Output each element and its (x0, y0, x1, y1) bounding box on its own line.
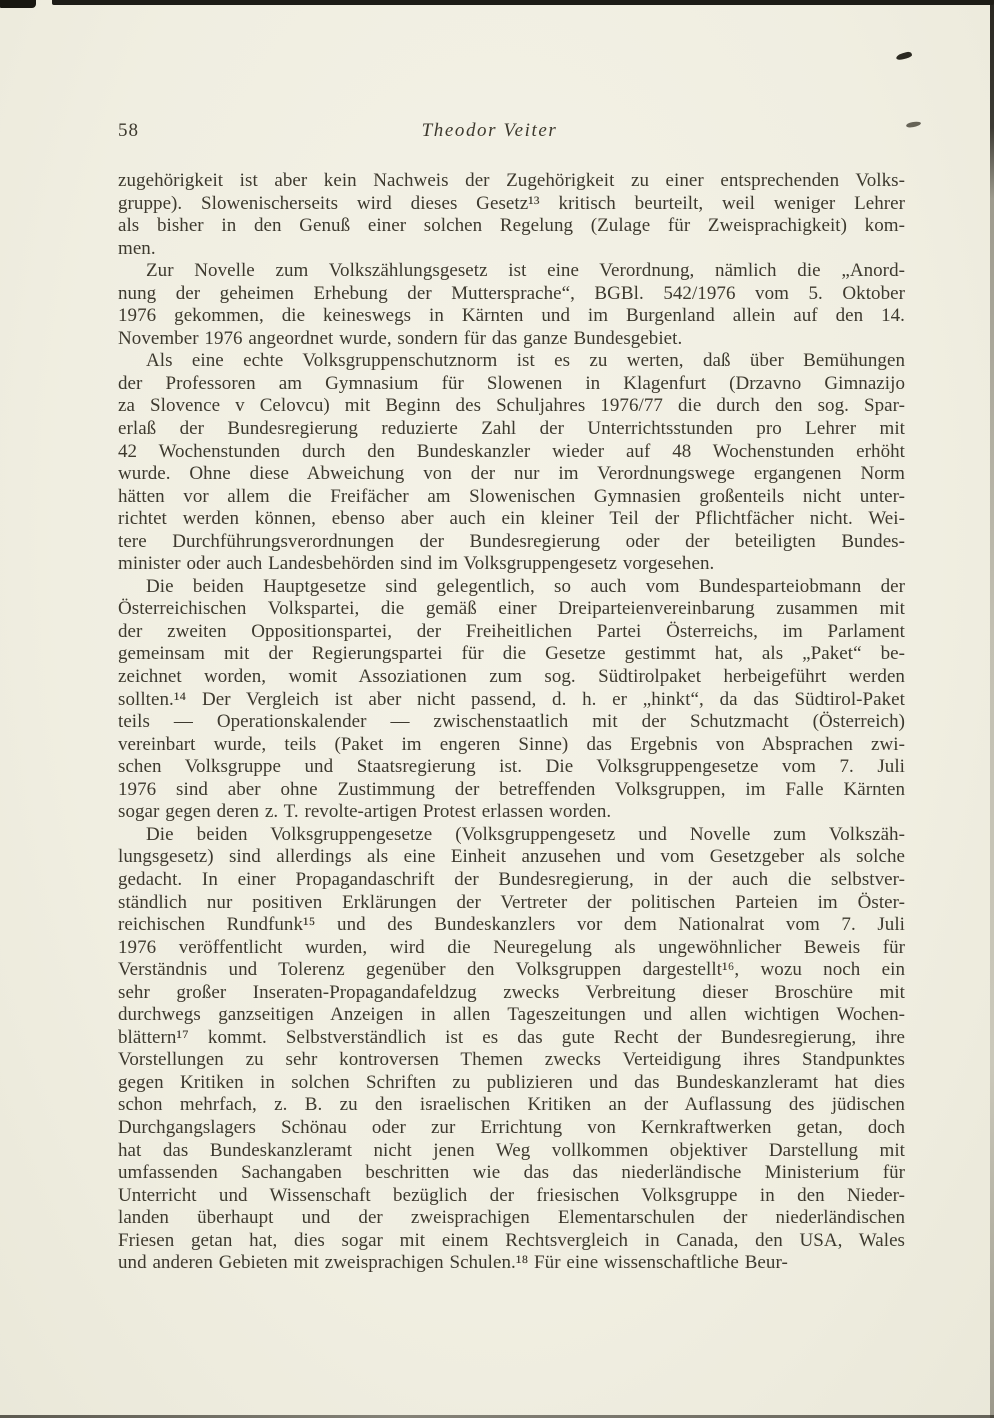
text-line: vereinbart wurde, teils (Paket im engeren Sinne) das Ergebnis von Absprachen zwi- (118, 733, 905, 755)
text-line: Vorstellungen zu sehr kontroversen Themen zwecks Verteidigung ihres Standpunktes (118, 1049, 905, 1071)
text-line: landen überhaupt und der zweisprachigen Elementarschulen der niederländischen (118, 1207, 905, 1229)
text-line: hätten vor allem die Freifächer am Slowenischen Gymnasien großenteils nicht unter- (118, 485, 905, 507)
text-line: sogar gegen deren z. T. revolte-artigen Protest erlassen worden. (118, 801, 612, 823)
text-line: zeichnet worden, womit Assoziationen zum sog. Südtirolpaket herbeigeführt werden (118, 666, 905, 688)
text-line: teils — Operationskalender — zwischenstaatlich mit der Schutzmacht (Österreich) (118, 711, 905, 733)
text-line: Die beiden Hauptgesetze sind gelegentlich, so auch vom Bundesparteiobmann der (146, 575, 905, 597)
text-line: zugehörigkeit ist aber kein Nachweis der Zugehörigkeit zu einer entsprechenden Volks- (118, 170, 905, 191)
text-line: lungsgesetz) sind allerdings als eine Einheit anzusehen und vom Gesetzgeber als solche (118, 846, 905, 868)
scan-artifact-right-edge (990, 0, 994, 1418)
paragraph (118, 350, 905, 575)
text-line: gemeinsam mit der Regierungspartei für die Gesetze gestimmt hat, als „Paket“ be- (118, 643, 905, 665)
text-line: ständlich nur positiven Erklärungen der Vertreter der politischen Parteien im Öster- (118, 891, 905, 913)
text-line: Friesen getan hat, dies sogar mit einem Rechtsvergleich in Canada, den USA, Wales (118, 1229, 905, 1251)
text-line: men. (118, 237, 156, 259)
text-line: Unterricht und Wissenschaft bezüglich der friesischen Volksgruppe in den Nieder- (118, 1184, 905, 1206)
text-line: minister oder auch Landesbehörden sind im Volksgruppengesetz vorgesehen. (118, 553, 715, 575)
text-line: Die beiden Volksgruppengesetze (Volksgruppengesetz und Novelle zum Volkszäh- (146, 823, 905, 845)
text-line: 1976 veröffentlicht wurden, wird die Neuregelung als ungewöhnlicher Beweis für (118, 936, 905, 958)
text-line: erlaß der Bundesregierung reduzierte Zahl der Unterrichtsstunden pro Lehrer mit (118, 418, 905, 440)
text-line: schen Volksgruppe und Staatsregierung ist. Die Volksgruppengesetze vom 7. Juli (118, 756, 905, 778)
ink-mark-lower (906, 121, 922, 128)
text-line: reichischen Rundfunk¹⁵ und des Bundeskanzlers vor dem Nationalrat vom 7. Juli (118, 914, 905, 936)
text-line: 1976 sind aber ohne Zustimmung der betreffenden Volksgruppen, im Falle Kärnten (118, 778, 905, 800)
text-line: gegen Kritiken in solchen Schriften zu publizieren und das Bundeskanzleramt hat dies (118, 1071, 905, 1093)
text-line: za Slovence v Celovcu) mit Beginn des Schuljahres 1976/77 die durch den sog. Spar- (118, 395, 905, 417)
text-line: wurde. Ohne diese Abweichung von der nur im Verordnungswege ergangenen Norm (118, 463, 905, 485)
text-line: gedacht. In einer Propagandaschrift der Bundesregierung, in der auch die selbstver- (118, 868, 905, 890)
text-line: Österreichischen Volkspartei, die gemäß einer Dreiparteienvereinbarung zusammen mit (118, 598, 905, 620)
paragraph (118, 824, 905, 1275)
text-line: Verständnis und Tolerenz gegenüber den Volksgruppen dargestellt¹⁶, wozu noch ein (118, 959, 905, 981)
paragraph (118, 170, 905, 260)
running-head-author: Theodor Veiter (421, 120, 558, 141)
text-line: sehr großer Inseraten-Propagandafeldzug zwecks Verbreitung dieser Broschüre mit (118, 981, 905, 1003)
paragraph (118, 260, 905, 350)
text-line: nung der geheimen Erhebung der Muttersprache“, BGBl. 542/1976 vom 5. Oktober (118, 282, 905, 304)
body-text (118, 170, 905, 1275)
text-line: hat das Bundeskanzleramt nicht jenen Weg vollkommen objektiver Darstellung mit (118, 1139, 905, 1161)
paragraph (118, 576, 905, 824)
text-line: schon mehrfach, z. B. zu den israelischen Kritiken an der Auflassung des jüdischen (118, 1094, 905, 1116)
scan-artifact-top-edge (52, 0, 994, 5)
text-line: Zur Novelle zum Volkszählungsgesetz ist eine Verordnung, nämlich die „Anord- (146, 260, 905, 282)
scan-artifact-corner-mark (0, 0, 36, 8)
text-line: tere Durchführungsverordnungen der Bundesregierung oder der beteiligten Bundes- (118, 530, 905, 552)
text-block (118, 120, 905, 1275)
text-line: der zweiten Oppositionspartei, der Freiheitlichen Partei Österreichs, im Parlament (118, 620, 905, 642)
text-line: Durchgangslagers Schönau oder zur Errichtung von Kernkraftwerken getan, doch (118, 1116, 905, 1138)
text-line: Als eine echte Volksgruppenschutznorm ist es zu werten, daß über Bemühungen (146, 350, 905, 372)
page-number: 58 (118, 120, 139, 141)
text-line: und anderen Gebieten mit zweisprachigen Schulen.¹⁸ Für eine wissenschaftliche Beur- (118, 1252, 788, 1274)
text-line: umfassenden Sachangaben beschritten wie das das niederländische Ministerium für (118, 1162, 905, 1184)
text-line: blättern¹⁷ kommt. Selbstverständlich ist es das gute Recht der Bundesregierung, ihre (118, 1026, 905, 1048)
text-line: 1976 gekommen, die keineswegs in Kärnten und im Burgenland allein auf den 14. (118, 305, 905, 327)
text-line: durchwegs ganzseitigen Anzeigen in allen Tageszeitungen und allen wichtigen Wochen- (118, 1004, 905, 1026)
running-header (118, 120, 905, 144)
text-line: 42 Wochenstunden durch den Bundeskanzler wieder auf 48 Wochenstunden erhöht (118, 440, 905, 462)
ink-mark-upper (895, 51, 912, 61)
text-line: gruppe). Slowenischerseits wird dieses Gesetz¹³ kritisch beurteilt, weil weniger Lehrer (118, 192, 905, 214)
text-line: richtet werden können, ebenso aber auch ein kleiner Teil der Pflichtfächer nicht. Wei- (118, 508, 905, 530)
text-line: als bisher in den Genuß einer solchen Regelung (Zulage für Zweisprachigkeit) kom- (118, 215, 905, 237)
text-line: sollten.¹⁴ Der Vergleich ist aber nicht passend, d. h. er „hinkt“, da das Südtirol-Paket (118, 688, 905, 710)
text-line: November 1976 angeordnet wurde, sondern für das ganze Bundesgebiet. (118, 327, 683, 349)
text-line: der Professoren am Gymnasium für Slowenen in Klagenfurt (Drzavno Gimnazijo (118, 372, 905, 394)
